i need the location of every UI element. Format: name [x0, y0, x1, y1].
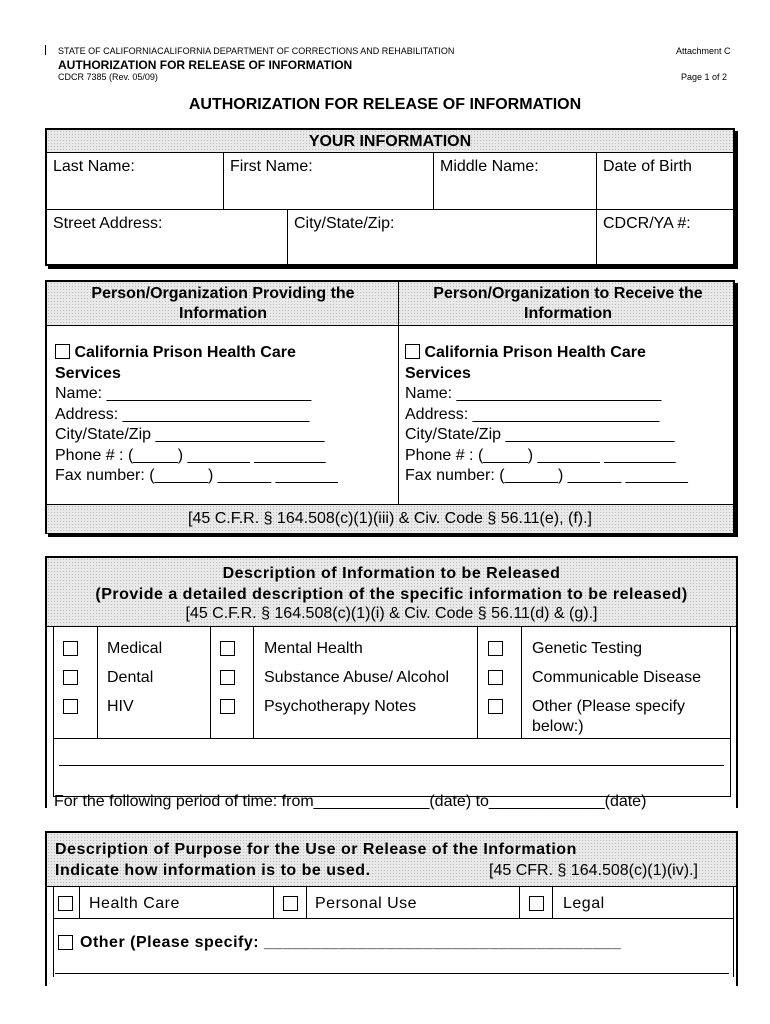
- purpose-section: [45, 831, 738, 986]
- genetic-testing-label: Genetic Testing: [532, 640, 642, 657]
- receiver-address-field[interactable]: Address: _____________________: [405, 405, 660, 423]
- form-title-small: AUTHORIZATION FOR RELEASE OF INFORMATION: [58, 58, 353, 72]
- substance-abuse-checkbox[interactable]: [220, 670, 235, 685]
- date-of-birth-field[interactable]: Date of Birth: [603, 158, 692, 175]
- page-number: Page 1 of 2: [681, 72, 728, 82]
- purpose-subheading: Indicate how information is to be used.: [55, 862, 371, 879]
- receiver-fax-field[interactable]: Fax number: (______) ______ _______: [405, 467, 688, 484]
- purpose-heading: Description of Purpose for the Use or Release of the Information: [55, 841, 577, 858]
- cdcr-number-field[interactable]: CDCR/YA #:: [603, 215, 691, 232]
- medical-label: Medical: [107, 640, 163, 657]
- other-purpose-line-2[interactable]: [55, 973, 729, 974]
- receiver-phone-field[interactable]: Phone # : (_____) _______ ________: [405, 446, 676, 464]
- hiv-label: HIV: [107, 698, 134, 715]
- middle-name-field[interactable]: Middle Name:: [440, 158, 539, 175]
- receiving-heading: Person/Organization to Receive the Information: [433, 285, 703, 322]
- last-name-field[interactable]: Last Name:: [53, 158, 135, 175]
- your-information-heading: YOUR INFORMATION: [47, 130, 733, 153]
- providing-heading: Person/Organization Providing the Information: [91, 285, 355, 322]
- medical-checkbox[interactable]: [63, 641, 78, 656]
- your-information-section: [45, 128, 735, 266]
- mental-health-checkbox[interactable]: [220, 641, 235, 656]
- parties-citation: [45 C.F.R. § 164.508(c)(1)(iii) & Civ. Code § 56.11(e), (f).]: [47, 504, 733, 533]
- legal-checkbox[interactable]: [529, 896, 544, 911]
- first-name-field[interactable]: First Name:: [230, 158, 313, 175]
- communicable-disease-checkbox[interactable]: [488, 670, 503, 685]
- provider-phone-field[interactable]: Phone # : (_____) _______ ________: [55, 446, 326, 464]
- dental-checkbox[interactable]: [63, 670, 78, 685]
- other-info-checkbox[interactable]: [488, 699, 503, 714]
- psychotherapy-checkbox[interactable]: [220, 699, 235, 714]
- communicable-disease-label: Communicable Disease: [532, 669, 701, 686]
- provider-cphcs-checkbox[interactable]: [55, 344, 70, 359]
- personal-use-label: Personal Use: [315, 895, 418, 912]
- provider-name-field[interactable]: Name: _______________________: [55, 385, 312, 402]
- provider-org-line1: California Prison Health Care: [74, 344, 296, 361]
- provider-city-field[interactable]: City/State/Zip ___________________: [55, 426, 325, 443]
- other-info-label: Other (Please specify: [532, 698, 685, 715]
- receiver-name-field[interactable]: Name: _______________________: [405, 385, 662, 402]
- dental-label: Dental: [107, 669, 154, 686]
- agency-name: STATE OF CALIFORNIACALIFORNIA DEPARTMENT OF CORRECTIONS AND REHABILITATION: [58, 46, 455, 56]
- description-citation: [45 C.F.R. § 164.508(c)(1)(i) & Civ. Code § 56.11(d) & (g).]: [185, 605, 598, 622]
- city-state-zip-field[interactable]: City/State/Zip:: [294, 215, 395, 232]
- description-subheading: (Provide a detailed description of the specific information to be released): [95, 586, 688, 603]
- attachment-label: Attachment C: [676, 46, 731, 56]
- other-purpose-field[interactable]: Other (Please specify: ______________________________________: [80, 934, 622, 951]
- header-tick: [45, 45, 46, 55]
- receiver-block: [405, 343, 731, 487]
- health-care-label: Health Care: [89, 895, 180, 912]
- other-purpose-checkbox[interactable]: [58, 935, 73, 950]
- other-info-label-cont: below:): [532, 718, 584, 735]
- time-period-field[interactable]: For the following period of time: from_____________(date) to_____________(date): [54, 793, 647, 810]
- provider-org-line2: Services: [55, 364, 121, 382]
- street-address-field[interactable]: Street Address:: [53, 215, 163, 232]
- genetic-testing-checkbox[interactable]: [488, 641, 503, 656]
- receiver-cphcs-checkbox[interactable]: [405, 344, 420, 359]
- provider-fax-field[interactable]: Fax number: (______) ______ _______: [55, 467, 338, 484]
- personal-use-checkbox[interactable]: [283, 896, 298, 911]
- receiver-city-field[interactable]: City/State/Zip ___________________: [405, 426, 675, 443]
- legal-label: Legal: [563, 895, 605, 912]
- health-care-checkbox[interactable]: [58, 896, 73, 911]
- parties-section: [45, 280, 735, 534]
- receiver-org-line1: California Prison Health Care: [424, 344, 646, 361]
- hiv-checkbox[interactable]: [63, 699, 78, 714]
- form-number: CDCR 7385 (Rev. 05/09): [58, 72, 158, 82]
- description-heading: Description of Information to be Released: [222, 565, 561, 582]
- page-title: AUTHORIZATION FOR RELEASE OF INFORMATION: [188, 96, 582, 113]
- purpose-citation: [45 CFR. § 164.508(c)(1)(iv).]: [489, 862, 698, 879]
- substance-abuse-label: Substance Abuse/ Alcohol: [264, 669, 450, 686]
- provider-address-field[interactable]: Address: _____________________: [55, 405, 310, 423]
- description-section: [45, 556, 738, 808]
- provider-block: [55, 343, 395, 487]
- mental-health-label: Mental Health: [264, 640, 363, 657]
- other-specify-line[interactable]: [59, 765, 724, 766]
- psychotherapy-label: Psychotherapy Notes: [264, 698, 417, 715]
- receiver-org-line2: Services: [405, 364, 471, 382]
